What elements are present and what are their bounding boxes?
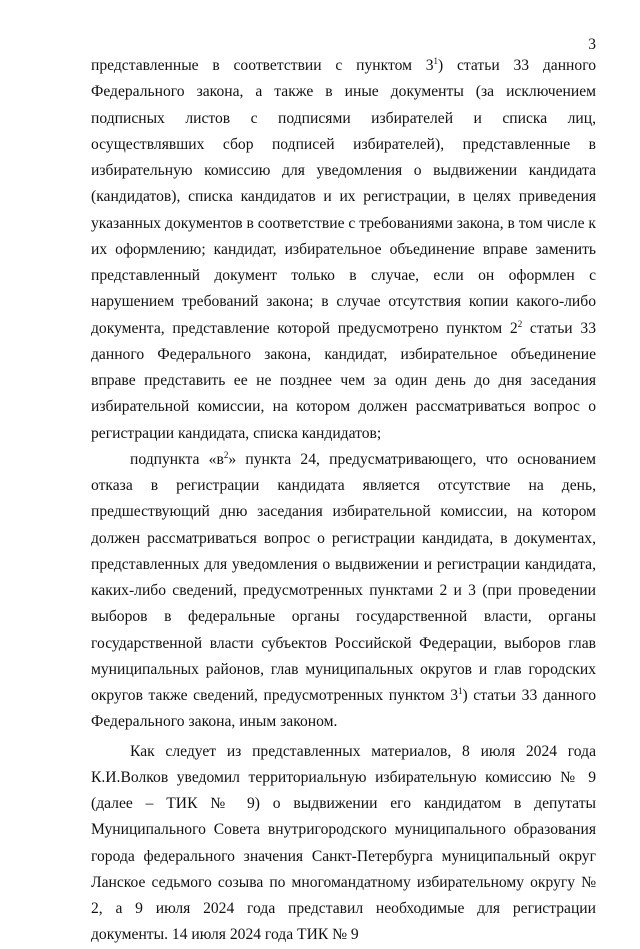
paragraph-2-text-b: » пункта 24, предусматривающего, что основанием отказа в регистрации кандидата является отсутствие на день, предшествующий дню заседания избирательной комиссии, на котором должен рассматриваться вопрос о регистрации кандидата, в документах, представленных для уведомления о выдвижении и регистрации кандидата, каких-либо сведений, предусмотренных пунктами 2 и 3 (при проведении выборов в федеральные органы государственной власти, органы государственной власти субъектов Российской Федерации, выборов глав муниципальных районов, глав муниципальных округов и глав городских округов также сведений, предусмотренных пунктом 3 (91, 450, 597, 704)
paragraph-2 (91, 447, 596, 736)
document-body (91, 53, 596, 949)
paragraph-1-superscript-b: 2 (517, 318, 523, 329)
paragraph-1-text-a: представленные в соответствии с пунктом 3 (91, 57, 434, 74)
paragraph-2-text-a: подпункта «в (130, 450, 224, 468)
paragraph-3: Как следует из представленных материалов, 8 июля 2024 года К.И.Волков уведомил территориальную избирательную комиссию № 9 (далее – ТИК № 9) о выдвижении его кандидатом в депутаты Муниципального Совета внутригородского муниципального образования города федерального значения Санкт-Петербурга муниципальный округ Ланское седьмого созыва по многомандатному избирательному округу № 2, а 9 июля 2024 года представил необходимые для регистрации документы. 14 июля 2024 года ТИК № 9 (91, 742, 596, 944)
page-number: 3 (588, 36, 596, 53)
paragraph-1-text-c: статьи 33 данного Федерального закона, кандидат, избирательное объединение вправе представить ее не позднее чем за один день до дня заседания избирательной комиссии, на котором должен рассматриваться вопрос о регистрации кандидата, списка кандидатов; (91, 319, 596, 442)
paragraph-2-superscript-a: 2 (223, 449, 229, 460)
paragraph-1 (91, 53, 596, 447)
paragraph-2-superscript-b: 1 (458, 686, 463, 696)
paragraph-1-superscript-a: 1 (433, 56, 439, 66)
paragraph-1-text-b: ) статьи 33 данного Федерального закона, а также в иные документы (за исключением подписных листов с подписями избирателей и списка лиц, осуществлявших сбор подписей избирателей), представленные в избирательную комиссию для уведомления о выдвижении кандидата (кандидатов), списка кандидатов и их регистрации, в целях приведения указанных документов в соответствие с требованиями закона, в том числе к их оформлению; кандидат, избирательное объединение вправе заменить представленный документ только в случае, если он оформлен с нарушением требований закона; в случае отсутствия копии какого-либо документа, представление которой предусмотрено пунктом 2 (91, 57, 597, 337)
paragraph-2-text-c: ) статьи 33 данного Федерального закона, иным законом. (91, 687, 596, 731)
